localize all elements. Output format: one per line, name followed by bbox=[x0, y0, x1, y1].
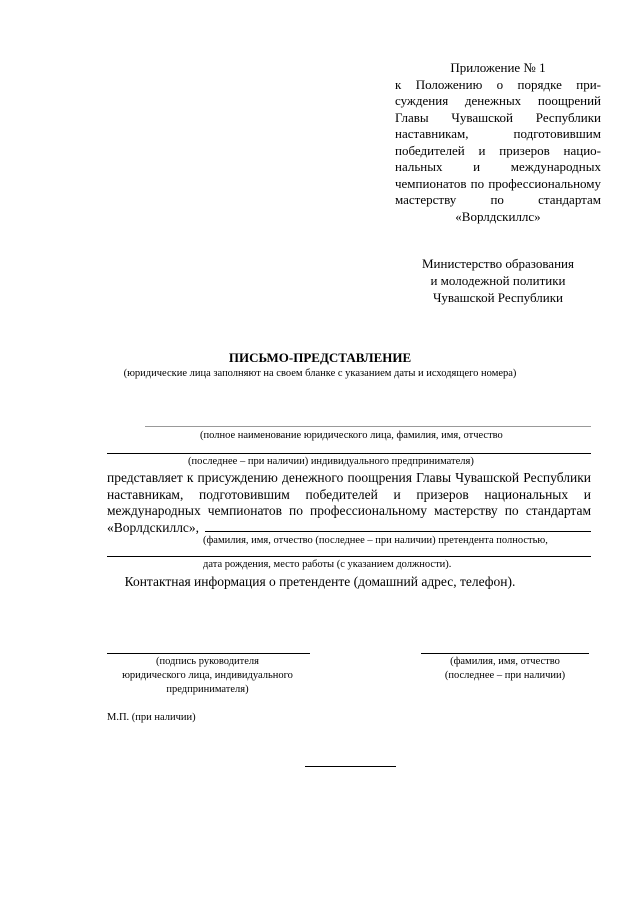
signature-caption-right bbox=[420, 655, 590, 683]
addressee-line: Чувашской Республики bbox=[432, 290, 564, 305]
signature-left-line: предпринимателя) bbox=[166, 684, 249, 695]
caption-candidate-2: дата рождения, место работы (с указанием должности). bbox=[203, 559, 452, 570]
caption-candidate-1: (фамилия, имя, отчество (последнее – при наличии) претендента полностью, bbox=[203, 535, 548, 546]
signature-right-line: (фамилия, имя, отчество bbox=[450, 656, 560, 667]
signature-line-left[interactable] bbox=[107, 653, 310, 654]
signature-right-line: (последнее – при наличии) bbox=[444, 670, 566, 681]
appendix-block bbox=[395, 60, 601, 225]
fill-line-candidate-inline[interactable] bbox=[205, 531, 591, 532]
fill-line-legal-entity-1[interactable] bbox=[145, 426, 591, 427]
fill-line-candidate-2[interactable] bbox=[107, 556, 591, 557]
contact-info: Контактная информация о претенденте (домашний адрес, телефон). bbox=[124, 574, 516, 589]
fill-line-legal-entity-2[interactable] bbox=[107, 453, 591, 454]
appendix-body: к Положению о порядке присуждения денежных поощрений Главы Чувашской Республики наставникам, подготовившим победителей и призеров национальных и международных чемпионатов по профессиональному мастерству по стандартам bbox=[395, 76, 601, 207]
appendix-tail: «Ворлдскиллс» bbox=[455, 208, 541, 224]
document-title: ПИСЬМО-ПРЕДСТАВЛЕНИЕ bbox=[228, 350, 412, 365]
addressee-block bbox=[395, 255, 601, 306]
addressee-line: и молодежной политики bbox=[430, 273, 566, 288]
main-paragraph: представляет к присуждению денежного поощрения Главы Чувашской Республики наставникам, подготовившим победителей и призеров национальных и международных чемпионатов по профессиональному мастерству по стандартам «Ворлдскиллс», bbox=[107, 470, 591, 535]
appendix-heading: Приложение № 1 bbox=[450, 60, 546, 75]
caption-legal-entity-2: (последнее – при наличии) индивидуального предпринимателя) bbox=[188, 456, 474, 467]
signature-left-line: юридического лица, индивидуального bbox=[122, 670, 293, 681]
signature-line-right[interactable] bbox=[421, 653, 589, 654]
addressee-line: Министерство образования bbox=[422, 256, 574, 271]
document-subtitle: (юридические лица заполняют на своем бланке с указанием даты и исходящего номера) bbox=[123, 368, 517, 379]
signature-left-line: (подпись руководителя bbox=[155, 656, 259, 667]
caption-legal-entity-1: (полное наименование юридического лица, фамилия, имя, отчество bbox=[200, 430, 503, 441]
closing-separator bbox=[305, 766, 396, 767]
signature-caption-left bbox=[100, 655, 315, 697]
stamp-label: М.П. (при наличии) bbox=[107, 712, 196, 723]
